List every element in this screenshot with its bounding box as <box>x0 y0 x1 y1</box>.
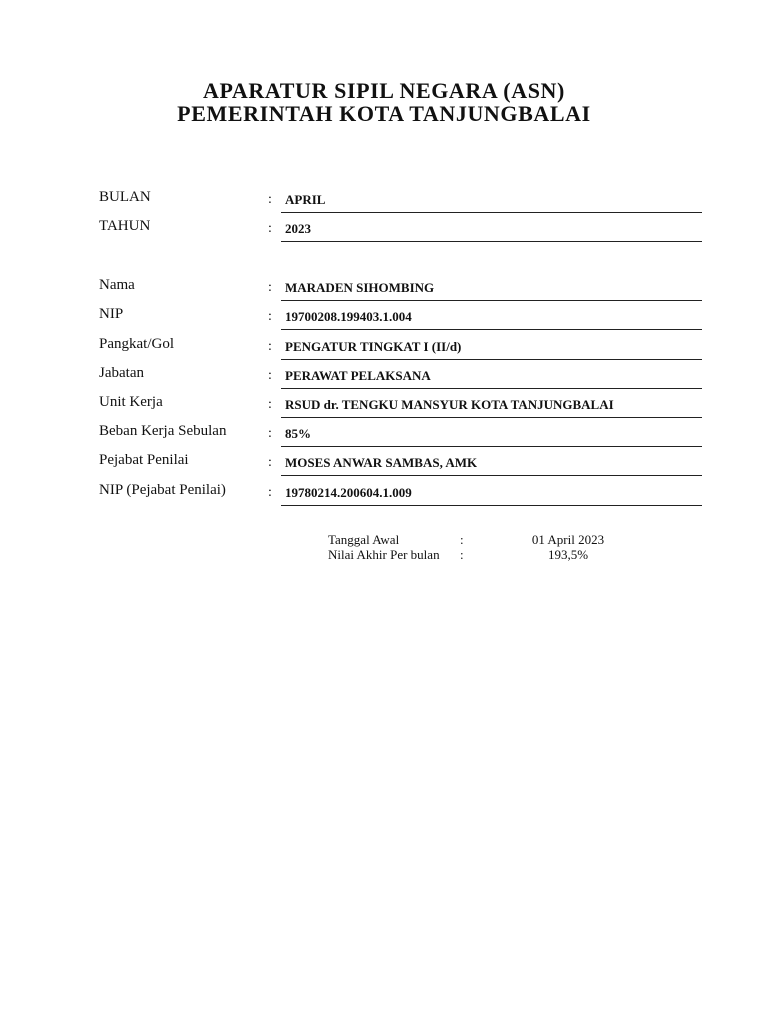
field-value: MOSES ANWAR SAMBAS, AMK <box>285 455 478 470</box>
summary-label: Tanggal Awal <box>328 532 400 547</box>
summary-separator: : <box>460 532 464 547</box>
field-value: 19780214.200604.1.009 <box>285 485 412 500</box>
field-underline <box>281 475 702 476</box>
field-label: NIP (Pejabat Penilai) <box>99 482 226 498</box>
field-row-unit-kerja <box>99 393 702 423</box>
field-label: Jabatan <box>99 365 144 381</box>
field-underline <box>281 300 702 301</box>
field-label: Beban Kerja Sebulan <box>99 423 227 439</box>
field-row-beban-kerja <box>99 422 702 452</box>
field-separator: : <box>268 221 272 236</box>
field-underline <box>281 446 702 447</box>
field-value: 2023 <box>285 221 311 236</box>
summary-separator: : <box>460 547 464 562</box>
field-separator: : <box>268 455 272 470</box>
field-value: PENGATUR TINGKAT I (II/d) <box>285 339 462 354</box>
field-label: TAHUN <box>99 218 151 234</box>
summary-value: 01 April 2023 <box>531 532 605 547</box>
summary-row-tanggal-awal <box>328 532 628 548</box>
field-label: Unit Kerja <box>99 394 163 410</box>
field-value: MARADEN SIHOMBING <box>285 280 435 295</box>
field-label: Pangkat/Gol <box>99 336 174 352</box>
field-value: PERAWAT PELAKSANA <box>285 368 431 383</box>
field-value: 85% <box>285 426 311 441</box>
field-separator: : <box>268 339 272 354</box>
field-label: Nama <box>99 277 135 293</box>
field-separator: : <box>268 192 272 207</box>
field-separator: : <box>268 368 272 383</box>
field-underline <box>281 388 702 389</box>
field-row-tahun <box>99 217 702 247</box>
field-row-jabatan <box>99 364 702 394</box>
summary-label: Nilai Akhir Per bulan <box>328 547 440 562</box>
field-underline <box>281 241 702 242</box>
field-underline <box>281 505 702 506</box>
title-line-1: APARATUR SIPIL NEGARA (ASN) <box>203 78 565 103</box>
summary-value: 193,5% <box>547 547 589 562</box>
field-row-nip-pejabat <box>99 481 702 511</box>
field-separator: : <box>268 280 272 295</box>
field-separator: : <box>268 485 272 500</box>
summary-row-nilai-akhir <box>328 547 628 563</box>
field-separator: : <box>268 426 272 441</box>
field-underline <box>281 212 702 213</box>
field-value: RSUD dr. TENGKU MANSYUR KOTA TANJUNGBALAI <box>285 397 614 412</box>
field-underline <box>281 329 702 330</box>
field-label: Pejabat Penilai <box>99 452 189 468</box>
field-value: APRIL <box>285 192 326 207</box>
field-underline <box>281 417 702 418</box>
field-label: BULAN <box>99 189 151 205</box>
field-separator: : <box>268 397 272 412</box>
field-row-nip <box>99 305 702 335</box>
field-label: NIP <box>99 306 124 322</box>
field-underline <box>281 359 702 360</box>
field-separator: : <box>268 309 272 324</box>
field-row-pejabat-penilai <box>99 451 702 481</box>
title-line-2: PEMERINTAH KOTA TANJUNGBALAI <box>177 101 591 126</box>
field-row-pangkat <box>99 335 702 365</box>
field-row-nama <box>99 276 702 306</box>
field-value: 19700208.199403.1.004 <box>285 309 412 324</box>
field-row-bulan <box>99 188 702 218</box>
